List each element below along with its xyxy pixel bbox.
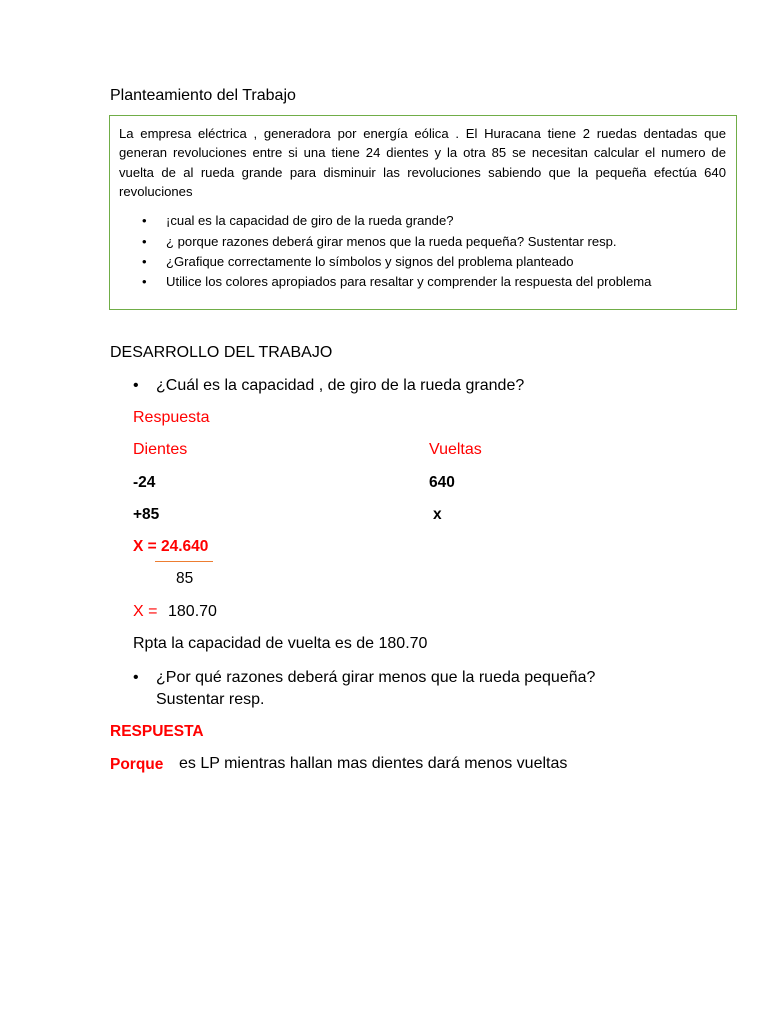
bullet-icon: •	[133, 669, 139, 686]
problem-paragraph: La empresa eléctrica , generadora por energía eólica . El Huracana tiene 2 ruedas dentadas que generan revoluciones entre si una tiene 24 dientes y la otra 85 se necesitan calcular el numero de vuelta de al rueda grande para disminuir las revoluciones sabiendo que la pequeña efectúa 640 revoluciones	[119, 126, 726, 199]
rpta-statement: Rpta la capacidad de vuelta es de 180.70	[133, 635, 428, 652]
problem-question-item: • Utilice los colores apropiados para resaltar y comprender la respuesta del problema	[119, 272, 726, 292]
development-heading: DESARROLLO DEL TRABAJO	[110, 344, 333, 361]
problem-statement-box	[109, 115, 737, 310]
fraction-denominator: 85	[176, 570, 194, 587]
porque-label: Porque	[110, 756, 164, 773]
problem-question-item: • ¿ porque razones deberá girar menos que la rueda pequeña? Sustentar resp.	[119, 232, 726, 252]
row1-dientes-value: -24	[133, 474, 156, 491]
row2-vueltas-value: x	[433, 506, 442, 523]
respuesta-label: Respuesta	[133, 409, 210, 426]
bullet-icon: •	[133, 377, 139, 394]
result-value: 180.70	[168, 603, 217, 620]
result-label: X =	[133, 603, 158, 620]
problem-question-item: • ¿Grafique correctamente lo símbolos y signos del problema planteado	[119, 252, 726, 272]
fraction-line	[155, 561, 213, 562]
fraction-numerator: X = 24.640	[133, 538, 209, 555]
question-1: ¿Cuál es la capacidad , de giro de la rueda grande?	[156, 377, 525, 394]
column-header-vueltas: Vueltas	[429, 441, 482, 458]
porque-text: es LP mientras hallan mas dientes dará menos vueltas	[179, 755, 568, 772]
question-2-line-2: Sustentar resp.	[156, 691, 265, 708]
row2-dientes-value: +85	[133, 506, 160, 523]
row1-vueltas-value: 640	[429, 474, 455, 491]
column-header-dientes: Dientes	[133, 441, 188, 458]
page-title: Planteamiento del Trabajo	[110, 87, 296, 104]
question-2-line-1: ¿Por qué razones deberá girar menos que la rueda pequeña?	[156, 669, 596, 686]
problem-question-item: • ¡cual es la capacidad de giro de la rueda grande?	[119, 211, 726, 231]
respuesta-caps-label: RESPUESTA	[110, 723, 204, 740]
problem-question-list	[119, 211, 726, 293]
